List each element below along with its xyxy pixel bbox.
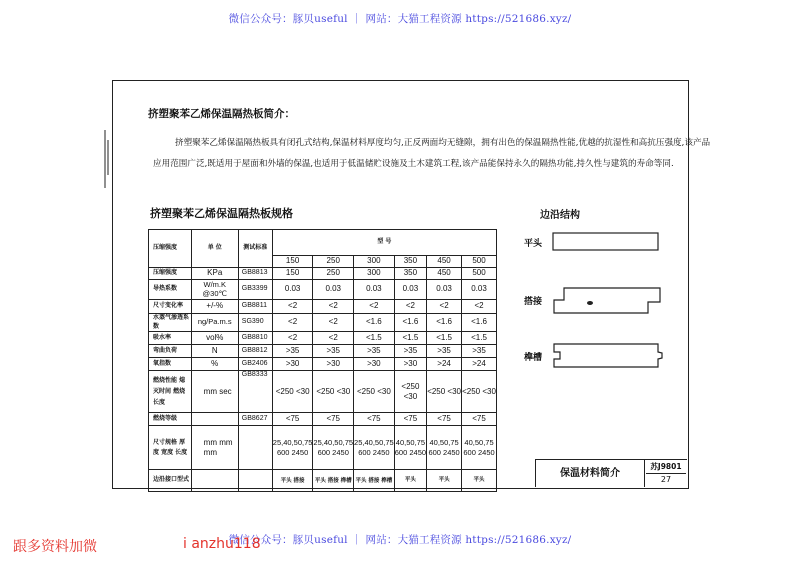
row-value: 平头 搭接 榫槽: [313, 470, 354, 492]
footer-note: 跟多资料加微: [13, 539, 97, 555]
spec-title: 挤塑聚苯乙烯保温隔热板规格: [150, 207, 293, 220]
header-model-cell: 450: [427, 256, 462, 268]
title-block-page: 27: [660, 475, 672, 484]
row-name: 压缩强度: [149, 268, 192, 280]
header-model-cell: 150: [272, 256, 313, 268]
row-value: <2: [272, 314, 313, 332]
row-value: <2: [313, 314, 354, 332]
row-value: <2: [394, 300, 426, 314]
header-model-cell: 500: [462, 256, 497, 268]
row-value: >35: [394, 345, 426, 358]
flat-edge-drawing: [552, 231, 662, 253]
row-value: >35: [462, 345, 497, 358]
row-value: <75: [354, 413, 395, 426]
row-value: <1.5: [354, 332, 395, 345]
row-value: <75: [427, 413, 462, 426]
intro-line-2: 应用范围广泛,既适用于屋面和外墙的保温,也适用于低温储贮设施及土木建筑工程,该产品能保持永久的隔热功能,持久性与建筑的寿命等同.: [153, 159, 674, 169]
row-value: 0.03: [427, 280, 462, 300]
row-name: 边沿接口型式: [149, 470, 192, 492]
row-value: 40,50,75 600 2450: [462, 426, 497, 470]
row-unit: %: [191, 358, 238, 371]
row-value: 0.03: [394, 280, 426, 300]
row-value: 平头: [462, 470, 497, 492]
row-unit: W/m.K @30℃: [191, 280, 238, 300]
row-value: <1.6: [427, 314, 462, 332]
row-value: 25,40,50,75 600 2450: [272, 426, 313, 470]
row-value: 25,40,50,75 600 2450: [313, 426, 354, 470]
row-method: GB2406: [238, 358, 272, 371]
table-row: [149, 426, 497, 470]
row-unit: KPa: [191, 268, 238, 280]
row-unit: N: [191, 345, 238, 358]
row-value: <250 <30: [272, 371, 313, 413]
row-value: >35: [272, 345, 313, 358]
row-value: <2: [354, 300, 395, 314]
row-method: SG390: [238, 314, 272, 332]
row-value: <1.6: [462, 314, 497, 332]
row-value: 25,40,50,75 600 2450: [354, 426, 395, 470]
row-name: 导热系数: [149, 280, 192, 300]
row-value: <1.6: [394, 314, 426, 332]
watermark-bottom: 微信公众号：豚贝useful ｜ 网站：大猫工程资源 https://521686.xyz/: [228, 534, 572, 546]
row-value: 250: [313, 268, 354, 280]
table-row: [149, 371, 497, 413]
row-value: 平头 搭接: [272, 470, 313, 492]
row-value: 300: [354, 268, 395, 280]
title-block-name: 保温材料简介: [536, 460, 645, 487]
row-method: GB8810: [238, 332, 272, 345]
row-value: 0.03: [354, 280, 395, 300]
header-name: 压缩强度: [149, 230, 192, 268]
row-value: >24: [427, 358, 462, 371]
row-value: <250 <30: [427, 371, 462, 413]
row-value: <2: [313, 300, 354, 314]
row-value: 0.03: [272, 280, 313, 300]
row-value: >35: [354, 345, 395, 358]
table-row: [149, 358, 497, 371]
row-value: >35: [313, 345, 354, 358]
row-value: <1.6: [354, 314, 395, 332]
row-method: [238, 470, 272, 492]
row-value: <2: [272, 332, 313, 345]
row-value: 350: [394, 268, 426, 280]
row-unit: mm sec: [191, 371, 238, 413]
table-row: [149, 280, 497, 300]
row-name: 水蒸气渗透系数: [149, 314, 192, 332]
header-model-cell: 250: [313, 256, 354, 268]
row-value: 平头: [427, 470, 462, 492]
row-unit: vol%: [191, 332, 238, 345]
row-unit: [191, 413, 238, 426]
row-value: <1.5: [462, 332, 497, 345]
row-method: GB8627: [238, 413, 272, 426]
lap-edge-drawing: [552, 286, 664, 316]
row-name: 燃烧等级: [149, 413, 192, 426]
row-value: >24: [462, 358, 497, 371]
intro-line-1: 挤塑聚苯乙烯保温隔热板具有闭孔式结构,保温材料厚度均匀,正反两面均无缝隙，拥有出色的保温隔热性能,优越的抗湿性和高抗压强度,该产品: [175, 138, 711, 148]
row-value: 450: [427, 268, 462, 280]
row-value: <1.5: [394, 332, 426, 345]
row-method: GB8813: [238, 268, 272, 280]
table-row: [149, 314, 497, 332]
header-model: 型 号: [272, 230, 496, 256]
row-name: 氧指数: [149, 358, 192, 371]
header-method: 测试标准: [238, 230, 272, 268]
edges-title: 边沿结构: [540, 210, 580, 221]
row-value: 40,50,75 600 2450: [394, 426, 426, 470]
row-value: >35: [427, 345, 462, 358]
row-value: 150: [272, 268, 313, 280]
row-unit: [191, 470, 238, 492]
row-value: <75: [272, 413, 313, 426]
table-row: [149, 268, 497, 280]
row-method: GB8812: [238, 345, 272, 358]
row-method: GB8811: [238, 300, 272, 314]
row-value: <1.5: [427, 332, 462, 345]
binding-marks: [103, 130, 111, 190]
table-row: [149, 332, 497, 345]
intro-title: 挤塑聚苯乙烯保温隔热板简介：: [148, 108, 295, 120]
watermark-top: 微信公众号：豚贝useful ｜ 网站：大猫工程资源 https://521686.xyz/: [228, 13, 572, 25]
row-method: GB8333: [238, 371, 272, 413]
title-block-code: 苏J9801: [646, 461, 686, 474]
row-value: >30: [313, 358, 354, 371]
header-model-cell: 300: [354, 256, 395, 268]
table-row: [149, 345, 497, 358]
row-method: [238, 426, 272, 470]
row-name: 尺寸变化率: [149, 300, 192, 314]
row-value: <2: [313, 332, 354, 345]
row-value: 0.03: [462, 280, 497, 300]
row-value: >30: [272, 358, 313, 371]
row-name: 吸水率: [149, 332, 192, 345]
row-value: 500: [462, 268, 497, 280]
row-value: <2: [462, 300, 497, 314]
header-model-cell: 350: [394, 256, 426, 268]
footer-id: i anzhu118: [183, 536, 261, 552]
row-value: <75: [394, 413, 426, 426]
row-unit: +/-%: [191, 300, 238, 314]
row-value: <250 <30: [394, 371, 426, 413]
row-value: >30: [394, 358, 426, 371]
row-value: >30: [354, 358, 395, 371]
header-unit: 单 位: [191, 230, 238, 268]
row-value: 平头 搭接 榫槽: [354, 470, 395, 492]
row-value: <75: [313, 413, 354, 426]
row-value: <75: [462, 413, 497, 426]
row-name: 燃烧性能 熄灭时间 燃烧长度: [149, 371, 192, 413]
title-block: [535, 459, 687, 487]
spec-table: [148, 229, 497, 492]
row-name: 尺寸规格 厚度 宽度 长度: [149, 426, 192, 470]
edge-label-flat: 平头: [524, 239, 543, 249]
row-value: <250 <30: [462, 371, 497, 413]
row-value: <250 <30: [354, 371, 395, 413]
tongue-edge-drawing: [552, 342, 664, 370]
table-header-row: [149, 230, 497, 256]
row-value: <250 <30: [313, 371, 354, 413]
row-value: 40,50,75 600 2450: [427, 426, 462, 470]
edge-label-tongue: 榫槽: [524, 353, 543, 363]
row-value: 0.03: [313, 280, 354, 300]
row-value: 平头: [394, 470, 426, 492]
table-row: [149, 413, 497, 426]
row-value: <2: [427, 300, 462, 314]
edge-label-lap: 搭接: [524, 297, 543, 307]
row-method: GB3399: [238, 280, 272, 300]
row-unit: mm mm mm: [191, 426, 238, 470]
row-name: 弯曲负荷: [149, 345, 192, 358]
row-unit: ng/Pa.m.s: [191, 314, 238, 332]
table-row: [149, 470, 497, 492]
table-row: [149, 300, 497, 314]
row-value: <2: [272, 300, 313, 314]
